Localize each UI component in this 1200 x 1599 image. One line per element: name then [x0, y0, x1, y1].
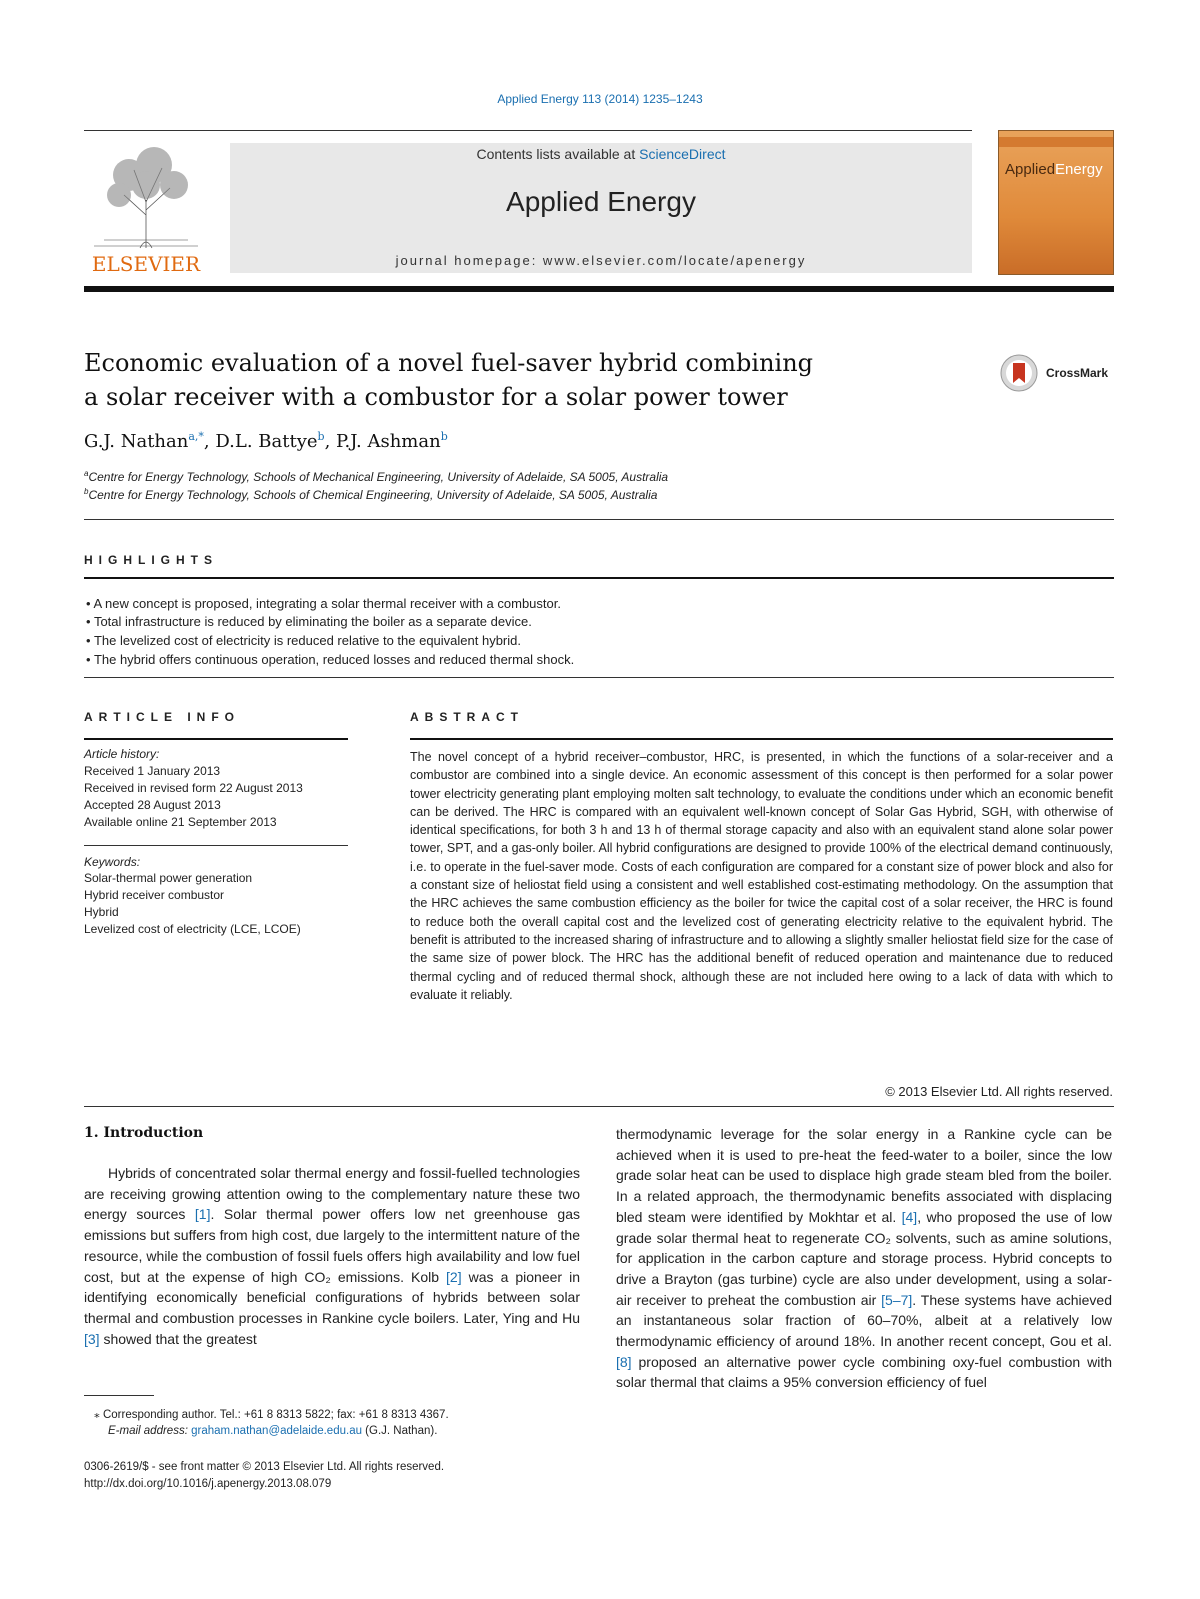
reference-link[interactable]: [4] — [901, 1208, 918, 1225]
journal-name: Applied Energy — [506, 186, 696, 217]
email-label: E-mail address: — [108, 1425, 192, 1437]
highlight-text: A new concept is proposed, integrating a solar thermal receiver with a combustor. — [93, 596, 561, 611]
author-list: G.J. Nathan$^{a,*}$, D.L. Battye$^b$, P.J. Ashman$^b$ — [84, 430, 448, 452]
contents-line — [230, 146, 972, 162]
divider — [84, 1106, 1114, 1107]
affil-sup: a — [84, 469, 89, 478]
affiliation-b — [84, 487, 657, 502]
footnote-text: Corresponding author. Tel.: +61 8 8313 5822; fax: +61 8 8313 4367. — [102, 1409, 449, 1421]
reference-link[interactable]: [5–7] — [881, 1291, 913, 1308]
intro-text: thermodynamic leverage for the solar energy in a Rankine cycle can be achieved when it is used to pre-heat the feed-water to a boiler, since the low grade solar heat can be used to displace high grade steam bled from the boiler. In a related approach, the thermodynamic benefits associated with displacing bled steam were identified by Mokhtar et al. — [616, 1126, 1112, 1225]
author-sup[interactable]: a,* — [188, 430, 204, 443]
keyword: Hybrid — [84, 905, 119, 919]
abstract-body — [410, 748, 1113, 1004]
title-line-2: a solar receiver with a combustor for a solar power tower — [84, 383, 788, 411]
divider — [84, 577, 1114, 579]
sciencedirect-link[interactable]: ScienceDirect — [639, 146, 726, 162]
intro-text: was a pioneer in identifying economically beneficial configurations of hybrids between solar thermal and combustion processes in Rankine cycle boilers. Later, Ying and Hu — [84, 1268, 580, 1326]
author-name: D.L. Battye — [215, 431, 318, 452]
cover-bar — [999, 137, 1113, 147]
email-link[interactable]: graham.nathan@adelaide.edu.au — [191, 1425, 362, 1437]
highlight-item: • The hybrid offers continuous operation, reduced losses and reduced thermal shock. — [86, 652, 575, 667]
journal-citation[interactable]: Applied Energy 113 (2014) 1235–1243 — [497, 92, 703, 106]
intro-text: , who proposed the use of low grade solar thermal heat to regenerate CO₂ solvents, such as amine solutions, for application in the carbon capture and storage process. Hybrid concepts to drive a Brayton (gas turbine) cycle are also under development, using a solar-air receiver to preheat the combustion air — [616, 1208, 1112, 1308]
intro-text: . Solar thermal power offers low net greenhouse gas emissions but suffers from high cost, due largely to the intermittent nature of the resource, while the combustion of fossil fuels offers high availability and low fuel cost, but at the expense of high CO₂ emissions. Kolb — [84, 1206, 580, 1285]
article-info-heading: ARTICLE INFO — [84, 710, 240, 724]
divider — [84, 519, 1114, 520]
divider — [84, 845, 348, 846]
history-item: Accepted 28 August 2013 — [84, 798, 221, 812]
keywords-label: Keywords: — [84, 855, 141, 869]
doi-link[interactable]: http://dx.doi.org/10.1016/j.apenergy.2013.08.079 — [84, 1478, 332, 1490]
author-sup[interactable]: b — [440, 430, 448, 443]
journal-homepage[interactable]: journal homepage: www.elsevier.com/locate/apenergy — [395, 253, 807, 268]
author-name: G.J. Nathan — [84, 431, 189, 452]
highlight-text: The levelized cost of electricity is reduced relative to the equivalent hybrid. — [93, 633, 521, 648]
history-label: Article history: — [84, 747, 160, 761]
abstract-heading: ABSTRACT — [410, 710, 524, 724]
keyword: Solar-thermal power generation — [84, 871, 253, 885]
highlight-text: The hybrid offers continuous operation, reduced losses and reduced thermal shock. — [93, 652, 575, 667]
history-item: Received in revised form 22 August 2013 — [84, 781, 303, 795]
abstract-text: The novel concept of a hybrid receiver–combustor, HRC, is presented, in which the functions of a solar-receiver and a combustor are combined into a single device. An economic assessment of this concept is then performed for a solar power tower electricity generating plant employing molten salt technology, to evaluate the conditions under which an economic benefit can be derived. The HRC is compared with an equivalent well-known concept of Solar Gas Hybrid, SGH, with otherwise of identical specifications, for both 3 h and 13 h of thermal storage capacity and also with an equivalent stand alone solar power tower, SPT, and a gas-only boiler. All hybrid configurations are designed to provide 100% of the electrical demand continuously, i.e. to operate in the fuel-saver mode. Costs of each configuration are compared for a constant size of power block and also for a constant size of heliostat field using a consistent and well established cost-estimating methodology. On the assumption that the HRC achieves the same combustion efficiency as the boiler for twice the capital cost of a solar receiver, the HRC is found to reduce both the overall capital cost and the levelized cost of generating electricity relative to the equivalent hybrid. The benefit is attributed to the increased sharing of infrastructure and to allowing a slightly smaller heliostat field size for the case of the same size of power block. The HRC has the additional benefit of reduced operation and maintenance due to reduced thermal cycling and of reduced thermal shock, although these are not included here owing to a lack of data with which to evaluate it reliably. — [410, 750, 1113, 1002]
elsevier-tree-icon — [84, 140, 208, 252]
issn-line: 0306-2619/$ - see front matter © 2013 Elsevier Ltd. All rights reserved. — [84, 1461, 445, 1473]
cover-title-b: Energy — [1055, 161, 1103, 178]
highlight-item: • The levelized cost of electricity is reduced relative to the equivalent hybrid. — [86, 633, 521, 648]
affiliation-a — [84, 469, 668, 484]
title-line-1: Economic evaluation of a novel fuel-saver hybrid combining — [84, 349, 814, 377]
divider — [410, 738, 1113, 740]
header-top-rule — [84, 130, 972, 131]
intro-right-column — [616, 1124, 1112, 1393]
section-heading-introduction: 1. Introduction — [84, 1125, 204, 1141]
journal-cover-image — [998, 130, 1114, 275]
corresponding-author-note: ⁎ Corresponding author. Tel.: +61 8 8313 5822; fax: +61 8 8313 4367. — [94, 1409, 449, 1421]
header-thick-rule — [84, 286, 1114, 292]
highlights-heading: HIGHLIGHTS — [84, 553, 218, 567]
intro-left-column — [84, 1163, 580, 1349]
elsevier-logo — [84, 140, 208, 280]
crossmark-icon[interactable] — [1000, 354, 1038, 392]
affil-text: Centre for Energy Technology, Schools of Mechanical Engineering, University of Adelaide, SA 5005, Australia — [88, 470, 669, 484]
abstract-copyright: © 2013 Elsevier Ltd. All rights reserved. — [885, 1084, 1113, 1099]
reference-link[interactable]: [2] — [446, 1268, 462, 1285]
intro-text: showed that the greatest — [99, 1330, 257, 1347]
intro-paragraph — [84, 1163, 580, 1349]
reference-link[interactable]: [1] — [194, 1206, 211, 1223]
history-item: Received 1 January 2013 — [84, 764, 221, 778]
intro-paragraph — [616, 1124, 1112, 1393]
cover-title — [1005, 161, 1103, 178]
email-note — [108, 1425, 437, 1437]
author-name: P.J. Ashman — [336, 431, 441, 452]
elsevier-wordmark: ELSEVIER — [91, 252, 201, 276]
intro-text: . These systems have achieved an instantaneous solar fraction of 60–70%, albeit at a relatively low thermodynamic efficiency of around 18%. In another recent concept, Gou et al. — [616, 1291, 1112, 1350]
intro-text: proposed an alternative power cycle combining oxy-fuel combustion with solar thermal that claims a 95% conversion efficiency of fuel — [616, 1353, 1112, 1391]
divider — [84, 677, 1114, 678]
intro-text: Hybrids of concentrated solar thermal energy and fossil-fuelled technologies are receiving growing attention owing to the complementary nature these two energy sources — [84, 1165, 580, 1223]
affil-text: Centre for Energy Technology, Schools of Chemical Engineering, University of Adelaide, SA 5005, Australia — [88, 488, 658, 502]
contents-prefix: Contents lists available at — [476, 146, 640, 162]
footnote-rule — [84, 1395, 154, 1396]
highlight-item: • A new concept is proposed, integrating a solar thermal receiver with a combustor. — [86, 596, 561, 611]
reference-link[interactable]: [3] — [84, 1330, 100, 1347]
divider — [84, 738, 348, 740]
article-title — [84, 346, 944, 414]
affil-sup: b — [84, 487, 89, 496]
keyword: Levelized cost of electricity (LCE, LCOE) — [84, 922, 301, 936]
cover-title-a: Applied — [1005, 161, 1056, 178]
history-item: Available online 21 September 2013 — [84, 815, 277, 829]
keyword: Hybrid receiver combustor — [84, 888, 225, 902]
highlight-item: • Total infrastructure is reduced by eliminating the boiler as a separate device. — [86, 614, 532, 629]
reference-link[interactable]: [8] — [616, 1353, 632, 1370]
highlight-text: Total infrastructure is reduced by eliminating the boiler as a separate device. — [93, 614, 532, 629]
email-suffix: (G.J. Nathan). — [361, 1425, 438, 1437]
author-sup[interactable]: b — [317, 430, 325, 443]
crossmark-label[interactable]: CrossMark — [1046, 366, 1109, 380]
